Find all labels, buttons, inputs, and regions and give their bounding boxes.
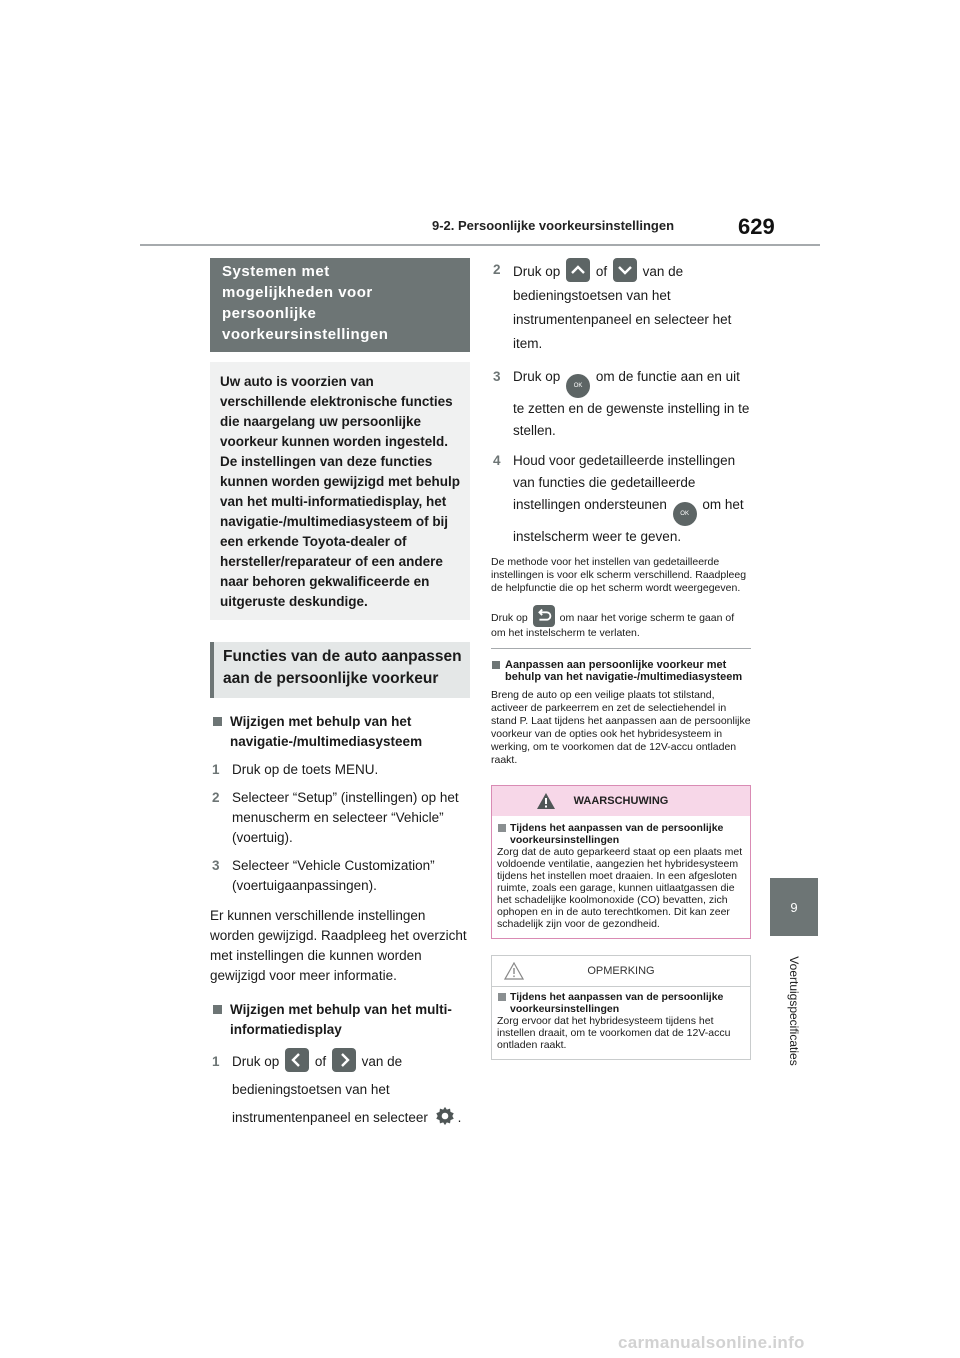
- gear-icon: [434, 1105, 456, 1127]
- notice-subheading-text: Tijdens het aanpassen van de persoonlijke voorkeursinstellingen: [510, 991, 724, 1015]
- note-text: om naar het vorige scherm te gaan of om het instelscherm te verlaten.: [491, 612, 735, 639]
- step-text: Druk op de toets MENU.: [232, 762, 379, 777]
- heading-line: Systemen met: [222, 263, 330, 280]
- section-divider: [491, 648, 751, 649]
- chevron-right-icon: [332, 1048, 356, 1072]
- notice-box: [491, 955, 751, 1060]
- section-heading-functions: Functies van de auto aanpassen aan de persoonlijke voorkeur: [210, 642, 470, 698]
- warning-header: [492, 786, 750, 816]
- warning-title: WAARSCHUWING: [573, 795, 669, 807]
- warning-subheading-text: Tijdens het aanpassen van de persoonlijke voorkeursinstellingen: [510, 822, 724, 846]
- subheading-text: Aanpassen aan persoonlijke voorkeur met behulp van het navigatie-/multimediasysteem: [505, 659, 743, 683]
- chevron-down-icon: [613, 258, 637, 282]
- step-number: 3: [212, 858, 220, 873]
- step-text: of: [595, 264, 608, 279]
- note-text: Druk op: [491, 612, 528, 624]
- body-paragraph: Er kunnen verschillende instellingen worden gewijzigd. Raadpleeg het overzicht met instellingen die kunnen worden gewijzigd voor meer informatie.: [210, 908, 467, 983]
- note-paragraph: [491, 605, 751, 640]
- section-header: 9-2. Persoonlijke voorkeursinstellingen: [432, 218, 675, 233]
- step-text: of: [314, 1054, 327, 1069]
- bullet-square: [498, 824, 506, 832]
- bullet-square: [492, 661, 500, 669]
- left-column: [210, 258, 470, 1132]
- right-column: [491, 258, 751, 1060]
- subheading-text: Wijzigen met behulp van het multi-informatiedisplay: [230, 1002, 452, 1037]
- subheading-text: Wijzigen met behulp van het navigatie-/multimediasysteem: [230, 714, 423, 749]
- section-heading-systems: [210, 258, 470, 352]
- ok-button-icon: OK: [673, 502, 697, 526]
- chevron-up-icon: [566, 258, 590, 282]
- step-number: 1: [212, 762, 220, 777]
- page-number: 629: [738, 214, 775, 239]
- warning-text: Zorg dat de auto geparkeerd staat op een plaats met voldoende ventilatie, aangezien het hybridesysteem tijdens het instellen moet draaien. In een afgesloten ruimte, zoals een garage, kunnen uitlaatgassen die het schadelijke koolmonoxide (CO) bevatten, zich ophopen en in de auto terechtkomen. Dit kan zeer schadelijk zijn voor de gezondheid.: [497, 846, 743, 930]
- step: [491, 366, 751, 442]
- notice-text: Zorg ervoor dat het hybridesysteem tijdens het instellen draait, om te voorkomen dat de 12V-accu ontladen raakt.: [497, 1015, 731, 1051]
- subheading-mid: [210, 1000, 470, 1040]
- step-text: .: [457, 1110, 462, 1125]
- step-text: om het instelscherm weer te geven.: [513, 497, 744, 544]
- notice-header: [492, 956, 750, 987]
- notice-title: OPMERKING: [587, 965, 655, 977]
- step-number: 3: [493, 369, 501, 384]
- step: [210, 760, 470, 780]
- notice-subheading: [497, 991, 745, 1015]
- step-text: om de functie aan en uit te zetten en de gewenste instelling in te stellen.: [513, 369, 750, 438]
- step-number: 2: [493, 262, 501, 277]
- step-number: 1: [212, 1054, 220, 1069]
- step-number: 2: [212, 790, 220, 805]
- ok-button-icon: OK: [566, 374, 590, 398]
- watermark: carmanualsonline.info: [618, 1333, 805, 1352]
- heading-line: mogelijkheden voor: [222, 284, 373, 301]
- subheading-nav: [210, 712, 470, 752]
- body-paragraph: Breng de auto op een veilige plaats tot stilstand, activeer de parkeerrem en zet de selectiehendel in stand P. Laat tijdens het aanpassen aan de persoonlijke voorkeur van de opties ook het hybridesysteem in werking, om te voorkomen dat de 12V-accu ontladen raakt.: [491, 689, 751, 766]
- bullet-square: [213, 1005, 222, 1014]
- bullet-square: [498, 993, 506, 1001]
- notice-body: [492, 987, 750, 1059]
- intro-box: Uw auto is voorzien van verschillende elektronische functies die naargelang uw persoonlijke voorkeur kunnen worden ingesteld. De instellingen van deze functies kunnen worden gewijzigd met behulp van het multi-informatiedisplay, het navigatie-/multimediasysteem of bij een erkende Toyota-dealer of hersteller/reparateur of een andere naar behoren gekwalificeerde en uitgeruste deskundige.: [210, 362, 470, 620]
- step: [210, 788, 470, 848]
- heading-line: voorkeursinstellingen: [222, 326, 389, 343]
- chapter-number: 9: [790, 899, 798, 915]
- caution-icon: [504, 962, 524, 980]
- warning-icon: [536, 792, 556, 810]
- warning-body: [492, 816, 750, 938]
- warning-box: [491, 785, 751, 939]
- chapter-label: [782, 946, 806, 1076]
- warning-subheading: [497, 822, 745, 846]
- chevron-left-icon: [285, 1048, 309, 1072]
- back-icon: [533, 605, 555, 627]
- bullet-square: [213, 717, 222, 726]
- chapter-label-text: Voertuigspecificaties: [787, 956, 801, 1066]
- step: [210, 856, 470, 896]
- header-divider: [140, 244, 820, 246]
- heading-line: persoonlijke: [222, 305, 317, 322]
- step: [491, 258, 751, 356]
- step: [210, 1048, 470, 1132]
- step-number: 4: [493, 453, 501, 468]
- step-text: Druk op: [513, 369, 561, 384]
- step-text: Druk op: [513, 264, 561, 279]
- step-text: Selecteer “Vehicle Customization” (voertuigaanpassingen).: [232, 858, 435, 893]
- note-paragraph: De methode voor het instellen van gedetailleerde instellingen is voor elk scherm verschillend. Raadpleeg de helpfunctie die op het scherm wordt weergegeven.: [491, 556, 747, 594]
- step-text: van de bedieningstoetsen van het instrumentenpaneel en selecteer: [232, 1054, 428, 1125]
- step: [491, 450, 751, 548]
- step-text: van de bedieningstoetsen van het instrumentenpaneel en selecteer het item.: [513, 264, 732, 351]
- subheading-personalize: [491, 659, 751, 683]
- step-text: Selecteer “Setup” (instellingen) op het menuscherm en selecteer “Vehicle” (voertuig).: [232, 790, 459, 845]
- chapter-tab: [770, 878, 818, 936]
- step-text: Druk op: [232, 1054, 280, 1069]
- step-text: Houd voor gedetailleerde instellingen van functies die gedetailleerde instellingen ondersteunen: [513, 453, 736, 512]
